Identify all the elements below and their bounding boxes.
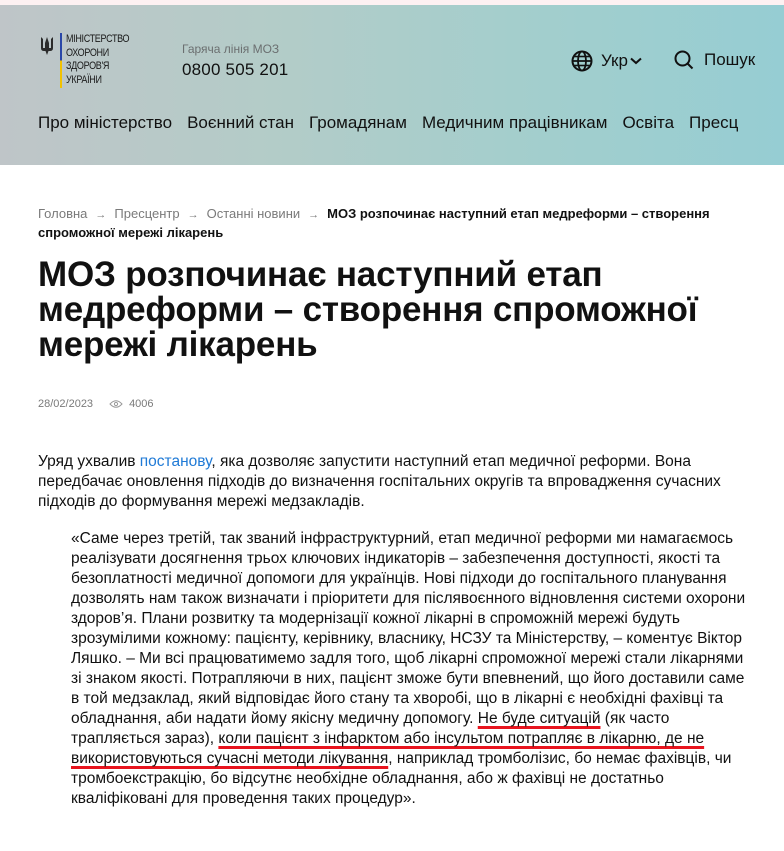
nav-item-citizens[interactable]: Громадянам bbox=[308, 113, 407, 132]
globe-icon bbox=[571, 50, 593, 72]
language-value: Укр bbox=[601, 51, 628, 70]
arrow-right-icon: → bbox=[187, 209, 199, 221]
article-intro bbox=[38, 452, 738, 512]
search-button[interactable] bbox=[674, 50, 755, 70]
logo-line: УКРАЇНИ bbox=[66, 73, 102, 86]
publish-date: 28/02/2023 bbox=[38, 398, 94, 410]
arrow-right-icon: → bbox=[95, 209, 107, 221]
breadcrumb-home[interactable]: Головна bbox=[38, 206, 88, 221]
eye-icon bbox=[109, 399, 123, 409]
nav-item-martial-law[interactable]: Воєнний стан bbox=[187, 113, 294, 132]
nav-item-medical-workers[interactable]: Медичним працівникам bbox=[421, 113, 608, 132]
views-value: 4006 bbox=[129, 398, 154, 410]
search-icon bbox=[674, 50, 694, 70]
breadcrumb-current: МОЗ розпочинає наступний етап медреформи – створення спроможної мережі лікарень bbox=[38, 206, 710, 240]
logo-line: ОХОРОНИ bbox=[66, 46, 109, 59]
logo-line: МІНІСТЕРСТВО bbox=[66, 33, 130, 45]
nav-item-about-ministry[interactable]: Про міністерство bbox=[38, 113, 173, 132]
intro-text: , яка дозволяє запустити наступний етап медичної реформи. Вона передбачає оновлення підходів до визначення госпітальних округів та впровадження сучасних підходів до формування мережі медзакладів. bbox=[38, 453, 721, 510]
hotline bbox=[182, 42, 288, 80]
logo-flag-bar bbox=[60, 33, 62, 88]
intro-text: Уряд ухвалив bbox=[38, 453, 140, 470]
ministry-logo[interactable] bbox=[40, 33, 143, 88]
site-header bbox=[0, 5, 784, 165]
trident-icon bbox=[40, 35, 54, 57]
hotline-label: Гаряча лінія МОЗ bbox=[182, 42, 280, 56]
nav-item-education[interactable]: Освіта bbox=[622, 113, 675, 132]
quote-text: (як часто трапляється зараз), bbox=[71, 710, 670, 747]
breadcrumb-press-center[interactable]: Пресцентр bbox=[114, 206, 180, 221]
arrow-right-icon: → bbox=[308, 209, 320, 221]
chevron-down-icon bbox=[630, 57, 642, 65]
highlighted-text: коли пацієнт з інфарктом або інсультом потрапляє в лікарню, де не використовуються сучасні методи лікування bbox=[71, 730, 705, 767]
logo-line: ЗДОРОВ'Я bbox=[66, 60, 110, 72]
logo-text bbox=[66, 33, 129, 87]
breadcrumb bbox=[38, 205, 738, 242]
page-title: МОЗ розпочинає наступний етап медреформи – створення спроможної мережі лікарень bbox=[38, 255, 698, 364]
next-paragraph-cutoff bbox=[38, 846, 738, 851]
article-meta bbox=[38, 398, 154, 410]
search-label: Пошук bbox=[704, 50, 756, 69]
quote-text: , наприклад тромболізис, бо немає фахівців, чи тромбоекстракцію, бо відсутнє необхідне обладнання, або ж фахівці не достатньо кваліфіковані для проведення таких процедур». bbox=[71, 750, 732, 807]
nav-item-press-center[interactable]: Пресц bbox=[689, 113, 739, 132]
language-selector[interactable] bbox=[571, 50, 650, 72]
breadcrumb-latest-news[interactable]: Останні новини bbox=[206, 206, 301, 221]
highlighted-text: Не буде ситуацій bbox=[477, 710, 601, 727]
resolution-link[interactable]: постанову bbox=[139, 453, 212, 470]
minister-quote bbox=[71, 529, 751, 809]
quote-text: «Саме через третій, так званий інфраструктурний, етап медичної реформи ми намагаємось реалізувати досягнення трьох ключових індикаторів – забезпечення доступності, якості та безоплатності медичної допомоги для українців. Нові підходи до госпітального планування дозволять нам також визначати і пріоритети для післявоєнного відновлення системи охорони здоров’я. Плани розвитку та модернізації кожної лікарні в спроможній мережі будуть зрозумілими кожному: пацієнту, керівнику, власнику, НСЗУ та Міністерству, – коментує Віктор Ляшко. – Ми всі працюватимемо задля того, щоб лікарні спроможної мережі стали лікарнями зі знаком якості. Потрапляючи в них, пацієнт зможе бути впевнений, що його доставили саме в той медзаклад, який відповідає його стану та хворобі, що в лікарні є необхідні фахівці та обладнання, аби надати йому якісну медичну допомогу. bbox=[71, 530, 746, 727]
main-nav bbox=[38, 113, 753, 133]
views-count bbox=[109, 398, 153, 410]
hotline-number[interactable]: 0800 505 201 bbox=[182, 60, 289, 79]
